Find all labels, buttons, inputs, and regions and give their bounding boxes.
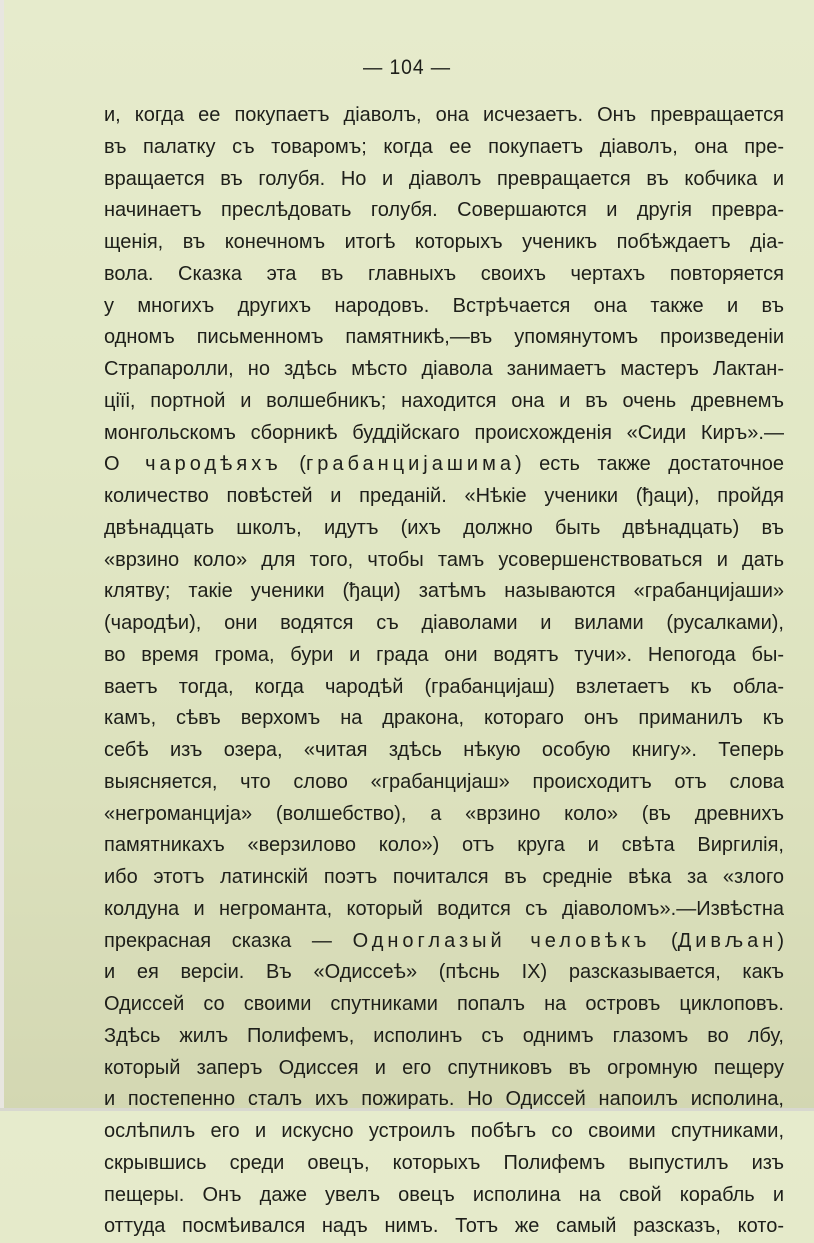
page-left-edge	[0, 0, 4, 1111]
text-line: (чародѣи), они водятся съ діаволами и вилами (русалками),	[104, 612, 784, 634]
spaced-term: грабанцијашима	[305, 453, 515, 476]
body-text	[104, 100, 784, 1243]
text-fragment: )	[777, 929, 785, 952]
text-line: ваетъ тогда, когда чародѣй (грабанцијаш) взлетаетъ къ обла-	[104, 675, 784, 698]
text-line: Здѣсь жилъ Полифемъ, исполинъ съ однимъ глазомъ во лбу,	[104, 1024, 784, 1047]
text-line: монгольскомъ сборникѣ буддійскаго происхожденія «Сиди Киръ».—	[104, 421, 784, 444]
text-line: одномъ письменномъ памятникѣ,—въ упомянутомъ произведеніи	[104, 326, 784, 349]
text-line: двѣнадцать школъ, идутъ (ихъ должно быть двѣнадцать) въ	[104, 516, 784, 539]
text-line: вращается въ голубя. Но и діаволъ превращается въ кобчика и	[104, 167, 784, 190]
text-line: выясняется, что слово «грабанцијаш» происходитъ отъ слова	[104, 770, 784, 793]
text-fragment: прекрасная сказка —	[104, 929, 353, 952]
text-line: «негроманција» (волшебство), а «врзино коло» (въ древнихъ	[104, 802, 784, 825]
text-line: ибо этотъ латинскій поэтъ почитался въ средніе вѣка за «злого	[104, 866, 784, 888]
spaced-term: О чародѣяхъ	[104, 453, 282, 476]
text-line: и постепенно сталъ ихъ пожирать. Но Одиссей напоилъ исполина,	[104, 1088, 784, 1111]
text-line: оттуда посмѣивался надъ нимъ. Тотъ же самый разсказъ, кото-	[104, 1215, 784, 1238]
text-line: пещеры. Онъ даже увелъ овецъ исполина на свой корабль и	[104, 1183, 784, 1206]
text-line: количество повѣстей и преданій. «Нѣкіе ученики (ђаци), пройдя	[104, 485, 784, 507]
text-line: въ палатку съ товаромъ; когда ее покупаетъ діаволъ, она пре-	[104, 135, 784, 158]
page-number: — 104 —	[362, 56, 452, 79]
text-fragment: (	[299, 453, 306, 476]
text-fragment: (	[671, 929, 678, 952]
text-line: вола. Сказка эта въ главныхъ своихъ чертахъ повторяется	[104, 262, 784, 285]
text-line: себѣ изъ озера, «читая здѣсь нѣкую особую книгу». Теперь	[104, 739, 784, 761]
text-line: скрывшись среди овецъ, которыхъ Полифемъ выпустилъ изъ	[104, 1151, 784, 1174]
text-line: ціїі, портной и волшебникъ; находится она и въ очень древнемъ	[104, 389, 784, 412]
text-line-spaced-heading	[104, 449, 784, 481]
text-fragment: ) есть также достаточное	[514, 453, 785, 476]
spaced-term: Одноглазый человѣкъ	[352, 929, 651, 952]
spaced-term: Дивљан	[677, 929, 778, 952]
text-line: Страпаролли, но здѣсь мѣсто діавола занимаетъ мастеръ Лактан-	[104, 358, 784, 380]
text-line: клятву; такіе ученики (ђаци) затѣмъ называются «грабанцијаши»	[104, 580, 784, 603]
text-line: памятникахъ «верзилово коло») отъ круга и свѣта Виргилія,	[104, 834, 784, 857]
text-line: который заперъ Одиссея и его спутниковъ въ огромную пещеру	[104, 1056, 784, 1079]
text-line: во время грома, бури и града они водятъ тучи». Непогода бы-	[104, 643, 784, 666]
text-line: и ея версіи. Въ «Одиссеѣ» (пѣснь IX) разсказывается, какъ	[104, 961, 784, 984]
text-line: «врзино коло» для того, чтобы тамъ усовершенствоваться и дать	[104, 548, 784, 571]
text-line: ослѣпилъ его и искусно устроилъ побѣгъ со своими спутниками,	[104, 1120, 784, 1142]
text-line-spaced-title	[104, 926, 784, 958]
text-line: начинаетъ преслѣдовать голубя. Совершаются и другія превра-	[104, 199, 784, 222]
text-line: щенія, въ конечномъ итогѣ которыхъ ученикъ побѣждаетъ діа-	[104, 231, 784, 253]
text-line: камъ, сѣвъ верхомъ на дракона, котораго онъ приманилъ къ	[104, 707, 784, 730]
text-line: Одиссей со своими спутниками попалъ на островъ циклоповъ.	[104, 993, 784, 1015]
text-line: колдуна и негроманта, который водится съ діаволомъ».—Извѣстна	[104, 897, 784, 920]
text-line: у многихъ другихъ народовъ. Встрѣчается она также и въ	[104, 294, 784, 317]
text-line: и, когда ее покупаетъ діаволъ, она исчезаетъ. Онъ превращается	[104, 104, 784, 126]
